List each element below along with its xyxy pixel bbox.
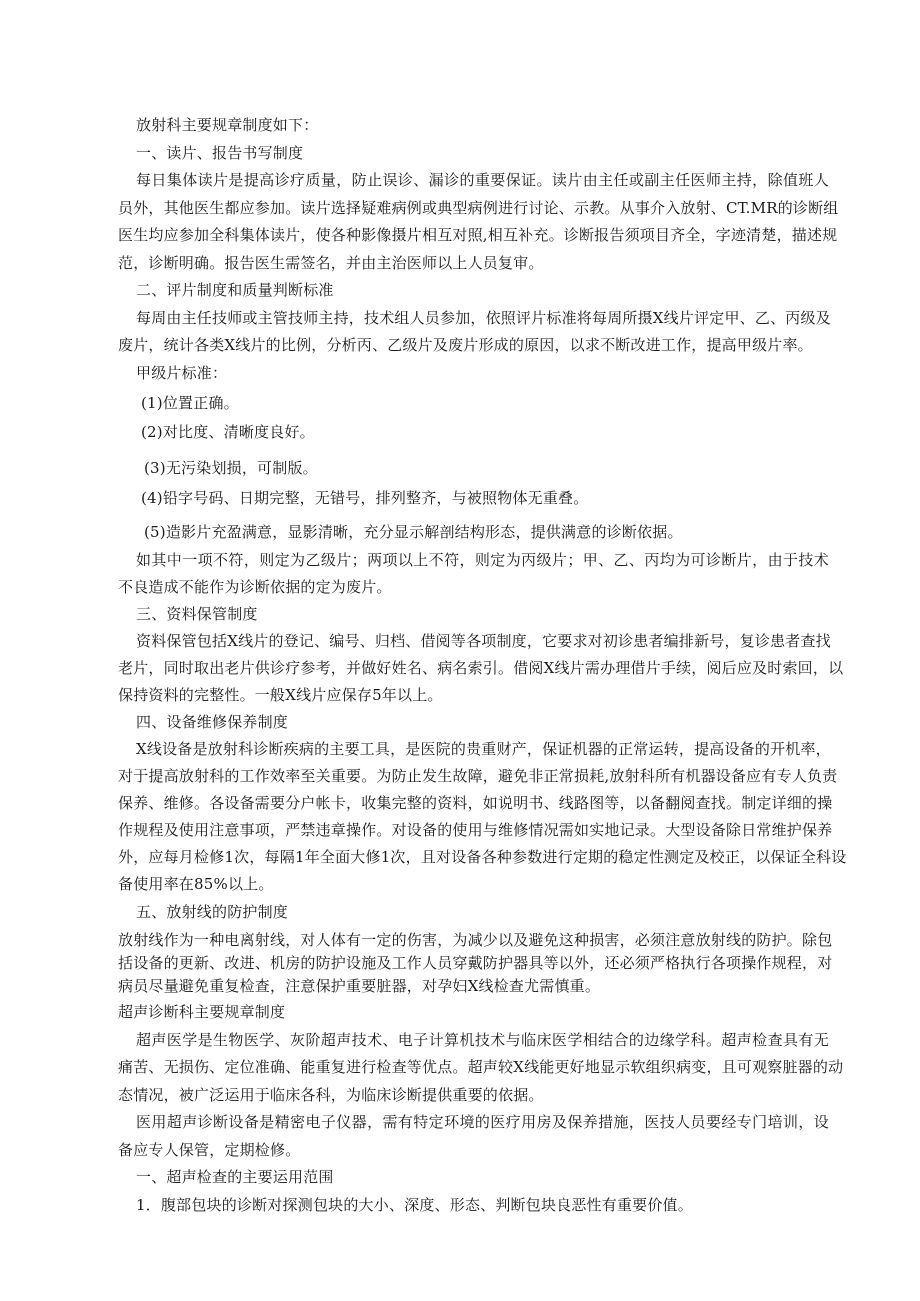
- paragraph-line: 医用超声诊断设备是精密电子仪器，需有特定环境的医疗用房及保养措施，医技人员要经专门培训，设: [136, 1113, 829, 1131]
- section-heading: 五、放射线的防护制度: [136, 903, 289, 921]
- section-heading: 二、评片制度和质量判断标准: [136, 281, 334, 299]
- paragraph-line: 保持资料的完整性。一般X线片应保存5年以上。: [118, 686, 443, 704]
- section-heading: 四、设备维修保养制度: [136, 713, 289, 731]
- paragraph-line: 保养、维修。各设备需要分户帐卡，收集完整的资料，如说明书、线路图等，以备翻阅查找。制定详细的操: [118, 794, 833, 812]
- chapter-heading: 超声诊断科主要规章制度: [118, 1003, 286, 1021]
- paragraph-line: 作规程及使用注意事项，严禁违章操作。对设备的使用与维修情况需如实地记录。大型设备除日常维护保养: [118, 821, 833, 839]
- paragraph-line: 痛苦、无损伤、定位准确、能重复进行检查等优点。超声较X线能更好地显示软组织病变，且可观察脏器的动: [118, 1058, 844, 1076]
- paragraph-line: 超声医学是生物医学、灰阶超声技术、电子计算机技术与临床医学相结合的边缘学科。超声检查具有无: [136, 1031, 829, 1049]
- paragraph-line: 外，应每月检修1次，每隔1年全面大修1次，且对设备各种参数进行定期的稳定性测定及校正，以保证全科设: [118, 848, 847, 866]
- criteria-item: (2)对比度、清晰度良好。: [141, 423, 315, 441]
- paragraph-line: 每日集体读片是提高诊疗质量，防止误诊、漏诊的重要保证。读片由主任或副主任医师主持，除值班人: [136, 171, 829, 189]
- paragraph-line: 员外，其他医生都应参加。读片选择疑难病例或典型病例进行讨论、示教。从事介入放射、CT.MR的诊断组: [118, 199, 839, 217]
- paragraph-line: 括设备的更新、改进、机房的防护设施及工作人员穿戴防护器具等以外，还必须严格执行各项操作规程，对: [118, 954, 833, 972]
- section-heading: 一、读片、报告书写制度: [136, 144, 304, 162]
- list-item: 1．腹部包块的诊断对探测包块的大小、深度、形态、判断包块良恶性有重要价值。: [136, 1196, 693, 1214]
- paragraph-line: 如其中一项不符，则定为乙级片；两项以上不符，则定为丙级片；甲、乙、丙均为可诊断片，由于技术: [136, 551, 829, 569]
- paragraph-line: 老片，同时取出老片供诊疗参考，并做好姓名、病名索引。借阅X线片需办理借片手续，阅后应及时索回，以: [118, 659, 844, 677]
- paragraph-line: 废片，统计各类X线片的比例，分析丙、乙级片及废片形成的原因，以求不断改进工作，提高甲级片率。: [118, 336, 813, 354]
- paragraph-line: 备使用率在85%以上。: [118, 875, 274, 893]
- paragraph-line: 每周由主任技师或主管技师主持，技术组人员参加，依照评片标准将每周所摄X线片评定甲、乙、丙级及: [136, 309, 831, 327]
- criteria-item: (3)无污染划损，可制版。: [144, 459, 318, 477]
- section-heading: 一、超声检查的主要运用范围: [136, 1168, 334, 1186]
- paragraph-line: 资料保管包括X线片的登记、编号、归档、借阅等各项制度，它要求对初诊患者编排新号，复诊患者查找: [136, 632, 831, 650]
- paragraph-line: 不良造成不能作为诊断依据的定为废片。: [118, 578, 392, 596]
- criteria-item: (1)位置正确。: [141, 394, 239, 412]
- criteria-item: (4)铅字号码、日期完整，无错号，排列整齐，与被照物体无重叠。: [141, 489, 589, 507]
- paragraph-line: 医生均应参加全科集体读片，使各种影像摄片相互对照,相互补充。诊断报告须项目齐全，字迹清楚，描述规: [118, 226, 838, 244]
- criteria-item: (5)造影片充盈满意，显影清晰，充分显示解剖结构形态，提供满意的诊断依据。: [144, 523, 683, 541]
- paragraph-line: 态情况，被广泛运用于临床各科，为临床诊断提供重要的依据。: [118, 1086, 544, 1104]
- paragraph-line: 备应专人保管，定期检修。: [118, 1141, 301, 1159]
- paragraph-line: 对于提高放射科的工作效率至关重要。为防止发生故障，避免非正常损耗,放射科所有机器设备应有专人负责: [118, 767, 838, 785]
- paragraph-line: 放射线作为一种电离射线，对人体有一定的伤害，为减少以及避免这种损害，必须注意放射线的防护。除包: [118, 931, 833, 949]
- section-heading: 三、资料保管制度: [136, 605, 258, 623]
- paragraph-line: 范，诊断明确。报告医生需签名，并由主治医师以上人员复审。: [118, 254, 544, 272]
- subheading: 甲级片标准：: [136, 364, 228, 382]
- paragraph-line: X线设备是放射科诊断疾病的主要工具，是医院的贵重财产，保证机器的正常运转，提高设备的开机率，: [136, 740, 831, 758]
- intro-line: 放射科主要规章制度如下：: [136, 116, 319, 134]
- paragraph-line: 病员尽量避免重复检查，注意保护重要脏器，对孕妇X线检查尤需慎重。: [118, 977, 601, 995]
